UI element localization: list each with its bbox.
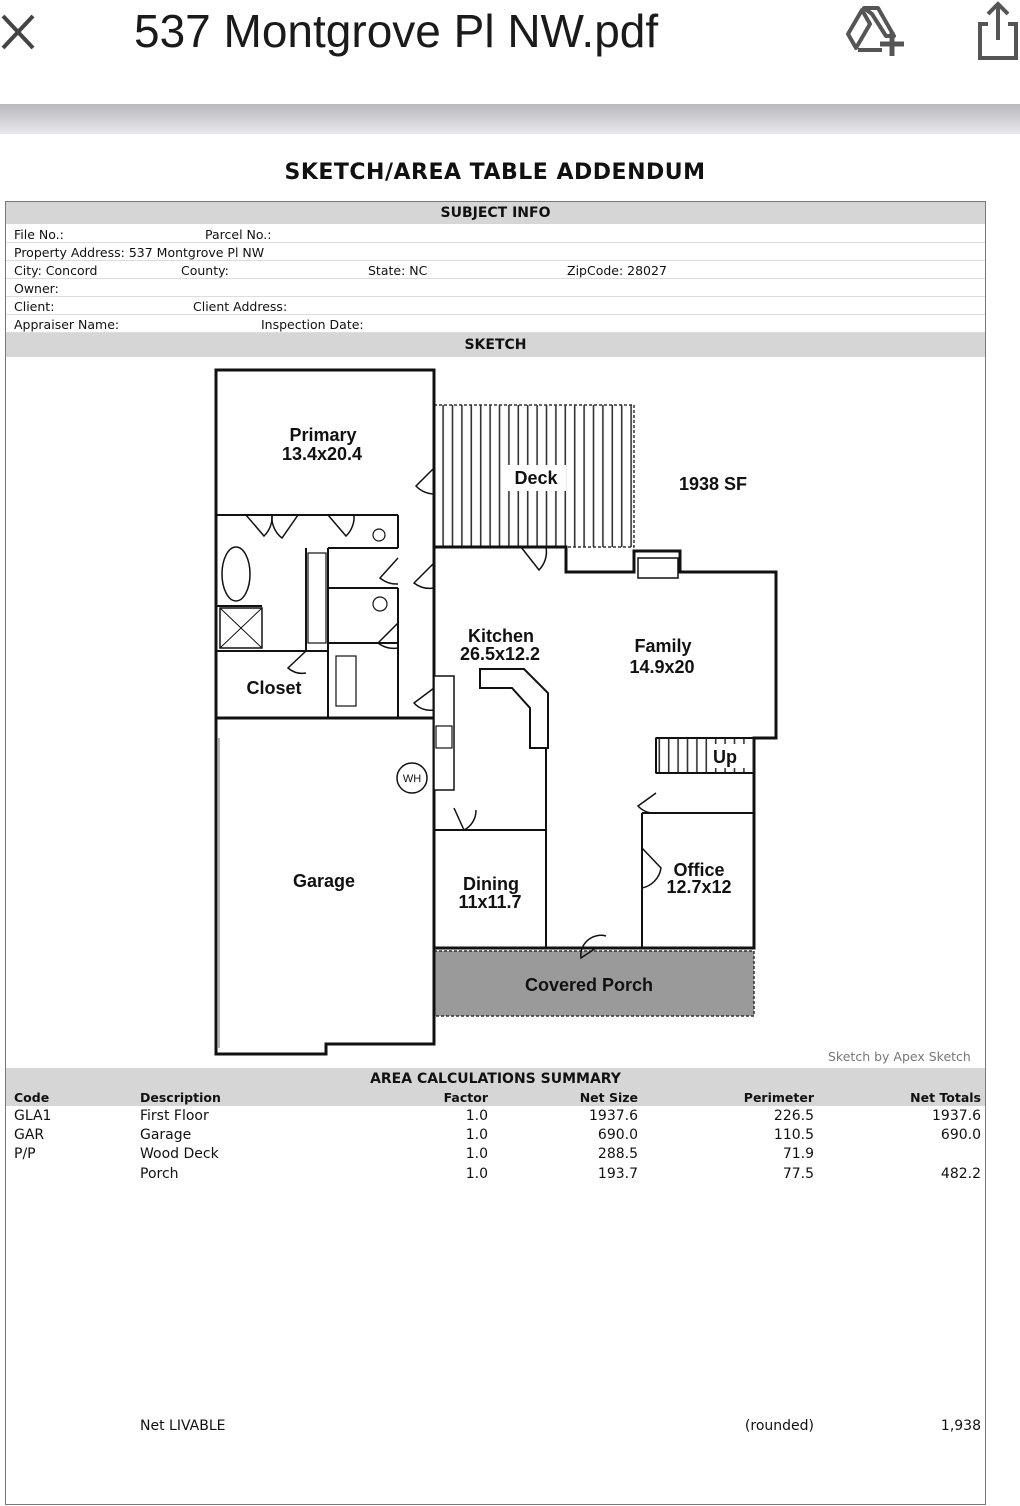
document-title: 537 Montgrove Pl NW.pdf (134, 5, 659, 57)
laundry (336, 656, 356, 706)
col-description: Description (140, 1090, 221, 1105)
deck-label: Deck (514, 468, 558, 488)
add-to-drive-icon (842, 2, 908, 60)
stairs-up-label: Up (713, 747, 737, 767)
zipcode-label: ZipCode: 28027 (567, 263, 667, 278)
area-summary-header (6, 1068, 985, 1106)
row-code: GLA1 (14, 1108, 52, 1124)
state-label: State: NC (368, 263, 428, 278)
office-room-dimensions: 12.7x12 (666, 877, 732, 897)
county-label: County: (181, 263, 229, 278)
primary-suite-walls (216, 370, 434, 718)
add-to-drive-button[interactable] (842, 2, 908, 60)
appraiser-label: Appraiser Name: (14, 317, 120, 332)
dining-room-name: Dining (463, 874, 519, 894)
row-code: GAR (14, 1127, 45, 1143)
file-no-label: File No.: (14, 227, 64, 242)
office-room-name: Office (673, 860, 725, 880)
row-net-size: 1937.6 (589, 1108, 638, 1124)
kitchen-island (480, 669, 548, 748)
rounded-label: (rounded) (744, 1418, 814, 1434)
toolbar-shadow (0, 104, 1020, 134)
row-net-total: 1937.6 (932, 1108, 981, 1124)
row-perimeter: 110.5 (773, 1127, 814, 1143)
share-button[interactable] (974, 0, 1020, 62)
family-room-name: Family (634, 636, 692, 656)
net-livable-value: 1,938 (940, 1418, 981, 1434)
area-summary-title: AREA CALCULATIONS SUMMARY (370, 1071, 621, 1087)
info-row-file (6, 225, 985, 243)
info-row-owner (6, 279, 985, 297)
covered-porch-label: Covered Porch (524, 975, 654, 995)
table-row (6, 1146, 985, 1165)
primary-room-name: Primary (289, 425, 357, 445)
subject-info-header: SUBJECT INFO (6, 202, 985, 224)
city-label: City: Concord (14, 263, 98, 278)
water-heater-label: WH (402, 773, 422, 785)
property-address: Property Address: 537 Montgrove Pl NW (14, 245, 265, 260)
table-row (6, 1127, 985, 1146)
table-row (6, 1108, 985, 1127)
vanity (308, 553, 326, 643)
row-factor: 1.0 (465, 1146, 488, 1162)
info-row-appraiser (6, 315, 985, 333)
viewer-toolbar (0, 0, 1020, 104)
net-livable-label: Net LIVABLE (140, 1418, 226, 1434)
row-net-size: 690.0 (597, 1127, 638, 1143)
info-row-address (6, 243, 985, 261)
row-net-total: 482.2 (940, 1166, 981, 1182)
row-net-size: 193.7 (597, 1166, 638, 1182)
close-button[interactable] (0, 8, 40, 54)
share-icon (974, 0, 1020, 62)
col-net-size: Net Size (579, 1090, 638, 1105)
owner-label: Owner: (14, 281, 59, 296)
row-description: Garage (140, 1127, 192, 1143)
toilet (373, 529, 385, 541)
sketch-header: SKETCH (6, 333, 985, 357)
row-net-total: 690.0 (940, 1127, 981, 1143)
col-factor: Factor (443, 1090, 488, 1105)
sink (373, 597, 387, 611)
garage-label: Garage (292, 871, 356, 891)
fireplace (638, 558, 678, 578)
floor-plan-sketch (6, 358, 985, 1063)
row-factor: 1.0 (465, 1127, 488, 1143)
row-perimeter: 226.5 (773, 1108, 814, 1124)
sketch-credit: Sketch by Apex Sketch (828, 1049, 971, 1064)
row-perimeter: 77.5 (782, 1166, 814, 1182)
row-factor: 1.0 (465, 1108, 488, 1124)
row-net-size: 288.5 (597, 1146, 638, 1162)
table-row (6, 1166, 985, 1185)
info-row-city (6, 261, 985, 279)
col-net-totals: Net Totals (910, 1090, 981, 1105)
tub (222, 547, 250, 601)
close-icon (0, 8, 40, 54)
primary-room-dimensions: 13.4x20.4 (281, 444, 363, 464)
inspection-date-label: Inspection Date: (261, 317, 364, 332)
row-perimeter: 71.9 (782, 1146, 814, 1162)
col-perimeter: Perimeter (743, 1090, 814, 1105)
kitchen-room-name: Kitchen (467, 626, 535, 646)
addendum-heading: SKETCH/AREA TABLE ADDENDUM (284, 160, 706, 185)
closet-label: Closet (246, 678, 302, 698)
row-factor: 1.0 (465, 1166, 488, 1182)
row-description: Porch (140, 1166, 179, 1182)
client-address-label: Client Address: (193, 299, 288, 314)
row-description: Wood Deck (140, 1146, 219, 1162)
row-code: P/P (14, 1146, 36, 1162)
kitchen-room-dimensions: 26.5x12.2 (459, 644, 541, 664)
family-room-dimensions: 14.9x20 (629, 657, 695, 677)
addendum-page (5, 201, 986, 1505)
row-description: First Floor (140, 1108, 209, 1124)
dining-room-dimensions: 11x11.7 (458, 892, 522, 912)
net-livable-row (6, 1418, 985, 1437)
kitchen-range (436, 726, 452, 748)
parcel-no-label: Parcel No.: (205, 227, 272, 242)
client-label: Client: (14, 299, 55, 314)
col-code: Code (14, 1090, 50, 1105)
info-row-client (6, 297, 985, 315)
total-square-feet: 1938 SF (678, 474, 748, 494)
